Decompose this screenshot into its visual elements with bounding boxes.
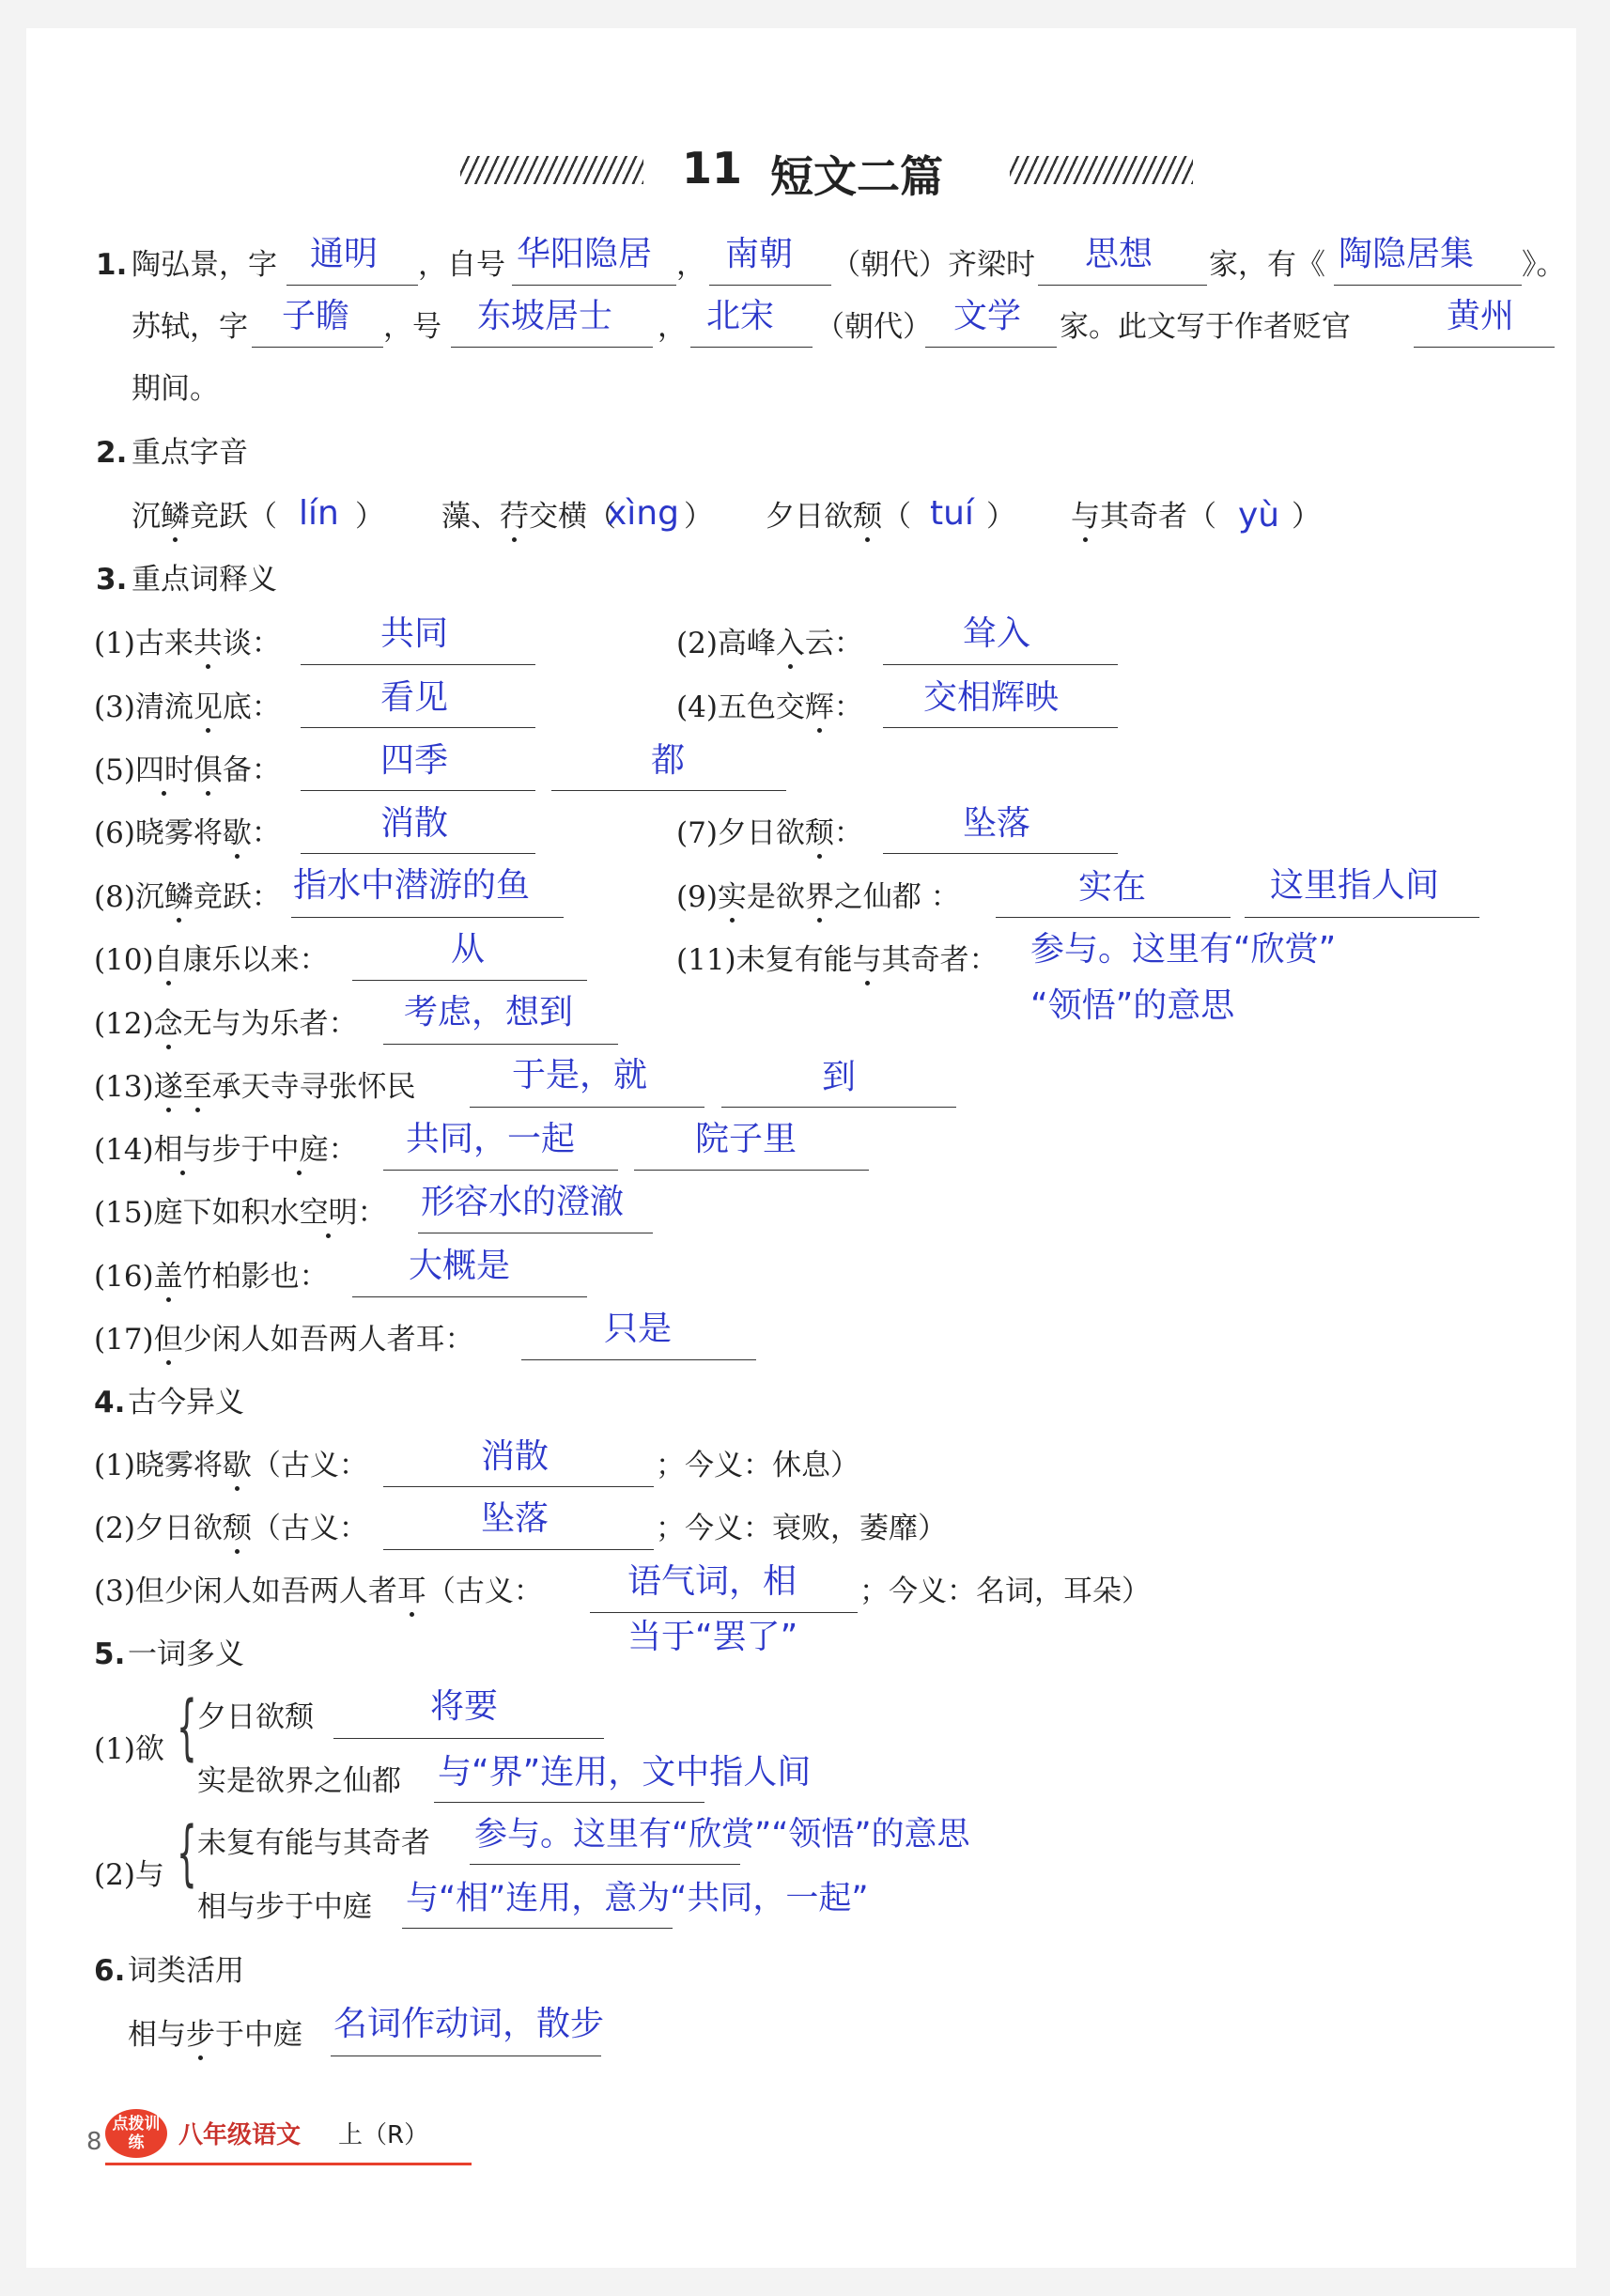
- def-answer: 到: [822, 1058, 857, 1096]
- def-item: (1)古来共谈：: [94, 627, 281, 660]
- def-item: (11)未复有能与其奇者：: [676, 943, 999, 977]
- q3-title: 重点词释义: [132, 563, 277, 597]
- q1-text: （朝代）齐梁时: [831, 248, 1035, 282]
- def-item: (6)晓雾将歇：: [94, 816, 281, 850]
- q1-blank-hao: [512, 285, 676, 286]
- def-answer: 考虑，想到: [404, 993, 574, 1032]
- def-answer: 参与。这里有“欣赏”: [1030, 930, 1337, 969]
- def-item: (3)清流见底：: [94, 690, 281, 724]
- pron-item: ）: [684, 500, 713, 534]
- pron-item: ）: [986, 500, 1015, 534]
- conversion-item: 相与步于中庭: [128, 2018, 302, 2052]
- q1-blank-dynasty: [709, 285, 831, 286]
- def-blank: [996, 917, 1231, 918]
- polysemy-blank: [402, 1928, 673, 1929]
- def-blank: [352, 1296, 587, 1297]
- meaning-blank: [383, 1549, 654, 1550]
- q4-title: 古今异义: [128, 1386, 244, 1419]
- polysemy-sentence: 相与步于中庭: [197, 1890, 372, 1924]
- meaning-blank: [590, 1612, 858, 1613]
- def-answer: 院子里: [695, 1120, 797, 1158]
- pron-item: 沉鳞竞跃（: [132, 500, 277, 534]
- footer-rule: [105, 2163, 472, 2165]
- answer-tao-hao: 华阳隐居: [517, 235, 653, 273]
- q1-text: ，自号: [418, 248, 505, 282]
- q5-title: 一词多义: [128, 1637, 244, 1671]
- brace-icon: {: [177, 1810, 197, 1894]
- answer-tao-zi: 通明: [310, 235, 379, 273]
- q3-number: 3.: [96, 563, 128, 597]
- def-blank: [301, 727, 535, 728]
- pron-item: ）: [1292, 500, 1321, 534]
- title-hatch-left: [460, 156, 643, 184]
- q1-text: 苏轼，字: [132, 310, 248, 344]
- conversion-answer: 名词作动词，散步: [333, 2005, 605, 2043]
- def-item: (16)盖竹柏影也：: [94, 1260, 329, 1294]
- polysemy-blank: [470, 1864, 740, 1865]
- def-blank: [634, 1170, 869, 1171]
- def-blank: [1245, 917, 1479, 918]
- q1-text: 》。: [1522, 248, 1566, 282]
- def-answer: 看见: [380, 678, 449, 717]
- polysemy-group-label: (1)欲: [94, 1732, 164, 1766]
- def-blank: [883, 727, 1118, 728]
- def-answer: 消散: [380, 804, 449, 843]
- grade-subject: 八年级语文: [178, 2121, 302, 2149]
- q2-number: 2.: [96, 436, 128, 470]
- def-item: (7)夕日欲颓：: [676, 816, 863, 850]
- answer-su-jia: 文学: [953, 297, 1022, 335]
- polysemy-answer: 与“相”连用，意为“共同，一起”: [406, 1880, 869, 1917]
- pron-item: 与其奇者（: [1071, 500, 1216, 534]
- q1-blank-su-dynasty: [690, 347, 813, 348]
- answer-su-zi: 子瞻: [282, 297, 350, 335]
- def-blank: [521, 1359, 756, 1360]
- meaning-item: ；今义：衰败，萎靡）: [656, 1512, 947, 1545]
- meaning-item: (1)晓雾将歇（古义：: [94, 1449, 368, 1482]
- q1-text: 家，有《: [1209, 248, 1325, 282]
- polysemy-answer: 参与。这里有“欣赏”“领悟”的意思: [474, 1816, 970, 1854]
- def-answer: 于是，就: [512, 1056, 648, 1094]
- def-item: (10)自康乐以来：: [94, 943, 329, 977]
- meaning-answer: 坠落: [481, 1499, 550, 1538]
- answer-tao-jia: 思想: [1085, 235, 1153, 273]
- meaning-item: (2)夕日欲颓（古义：: [94, 1512, 368, 1545]
- pron-item: ）: [355, 500, 384, 534]
- polysemy-blank: [333, 1738, 604, 1739]
- q1-blank-su-hao: [451, 347, 653, 348]
- title-hatch-right: [1010, 156, 1193, 184]
- meaning-answer: 当于“罢了”: [627, 1618, 798, 1656]
- def-answer: 都: [651, 741, 686, 780]
- def-answer: 指水中潜游的鱼: [293, 866, 531, 905]
- def-blank: [721, 1107, 956, 1108]
- q1-text: 家。此文写于作者贬官: [1060, 310, 1351, 344]
- def-answer: 坠落: [963, 804, 1031, 843]
- def-answer: 只是: [604, 1310, 673, 1348]
- def-answer: 交相辉映: [923, 678, 1060, 717]
- polysemy-blank: [434, 1802, 704, 1803]
- def-answer: 共同: [380, 614, 449, 653]
- answer-su-place: 黄州: [1447, 297, 1515, 335]
- q1-blank-zi: [286, 285, 418, 286]
- polysemy-answer: 与“界”连用，文中指人间: [438, 1753, 812, 1792]
- volume-label: 上（R）: [338, 2121, 429, 2149]
- meaning-item: (3)但少闲人如吾两人者耳（古义：: [94, 1575, 543, 1608]
- publisher-logo: 点拨训练: [105, 2109, 167, 2158]
- q1-text: 期间。: [132, 372, 219, 406]
- def-item: (15)庭下如积水空明：: [94, 1196, 387, 1230]
- polysemy-sentence: 实是欲界之仙都: [197, 1764, 401, 1798]
- q4-number: 4.: [94, 1386, 126, 1419]
- answer-su-dynasty: 北宋: [706, 297, 775, 335]
- polysemy-sentence: 夕日欲颓: [197, 1700, 314, 1734]
- q1-text: ，: [658, 310, 687, 344]
- polysemy-group-label: (2)与: [94, 1858, 164, 1892]
- polysemy-answer: 将要: [430, 1687, 499, 1726]
- def-blank: [551, 790, 786, 791]
- q1-blank-su-zi: [252, 347, 383, 348]
- def-answer: 耸入: [963, 614, 1031, 653]
- def-item: (12)念无与为乐者：: [94, 1007, 358, 1041]
- def-answer: 这里指人间: [1270, 866, 1440, 905]
- def-blank: [301, 664, 535, 665]
- brace-icon: {: [177, 1684, 197, 1768]
- pron-answer: tuí: [930, 494, 974, 533]
- def-answer: 共同，一起: [406, 1120, 576, 1158]
- q1-text: ，: [676, 248, 705, 282]
- polysemy-sentence: 未复有能与其奇者: [197, 1826, 430, 1860]
- pron-item: 夕日欲颓（: [766, 500, 911, 534]
- def-item: (8)沉鳞竞跃：: [94, 880, 281, 914]
- def-blank: [883, 664, 1118, 665]
- pron-answer: lín: [299, 494, 339, 533]
- meaning-item: ；今义：休息）: [656, 1449, 859, 1482]
- def-answer: 大概是: [409, 1247, 511, 1285]
- answer-tao-book: 陶隐居集: [1339, 235, 1475, 273]
- meaning-answer: 语气词，相: [627, 1562, 797, 1601]
- def-blank: [352, 980, 587, 981]
- def-item: (5)四时俱备：: [94, 753, 281, 787]
- def-item: (9)实是欲界之仙都 ：: [676, 880, 960, 914]
- q1-blank-place: [1414, 347, 1555, 348]
- q1-number: 1.: [96, 248, 128, 282]
- pron-answer: yù: [1238, 496, 1280, 535]
- def-answer: 从: [451, 930, 486, 969]
- def-answer: 实在: [1078, 868, 1147, 907]
- q1-blank-jia: [1038, 285, 1207, 286]
- def-blank: [383, 1170, 618, 1171]
- def-item: (2)高峰入云：: [676, 627, 863, 660]
- def-answer: 形容水的澄澈: [421, 1183, 625, 1221]
- meaning-blank: [383, 1486, 654, 1487]
- def-blank: [301, 853, 535, 854]
- page-number: 8: [86, 2128, 102, 2156]
- def-blank: [383, 1044, 618, 1045]
- q5-number: 5.: [94, 1637, 126, 1671]
- lesson-number: 11: [682, 143, 743, 194]
- q6-number: 6.: [94, 1954, 126, 1988]
- def-blank: [470, 1107, 704, 1108]
- q1-text: ，号: [383, 310, 441, 344]
- meaning-item: ；今义：名词，耳朵）: [859, 1575, 1151, 1608]
- def-blank: [291, 917, 564, 918]
- def-item: (13)遂至承天寺寻张怀民: [94, 1070, 416, 1104]
- def-item: (17)但少闲人如吾两人者耳：: [94, 1323, 474, 1357]
- q6-title: 词类活用: [128, 1954, 244, 1988]
- answer-tao-dynasty: 南朝: [725, 235, 794, 273]
- def-item: (4)五色交辉：: [676, 690, 863, 724]
- def-blank: [301, 790, 535, 791]
- q1-blank-book: [1334, 285, 1522, 286]
- lesson-title: 短文二篇: [770, 151, 943, 202]
- def-answer: “领悟”的意思: [1030, 986, 1235, 1025]
- pron-answer: xìng: [607, 494, 679, 533]
- meaning-answer: 消散: [481, 1437, 550, 1476]
- def-item: (14)相与步于中庭：: [94, 1133, 358, 1167]
- answer-su-hao: 东坡居士: [477, 297, 613, 335]
- q1-text: 陶弘景，字: [132, 248, 277, 282]
- def-blank: [883, 853, 1118, 854]
- def-answer: 四季: [380, 741, 449, 780]
- q1-blank-su-jia: [925, 347, 1057, 348]
- q1-text: （朝代）: [815, 310, 932, 344]
- q2-title: 重点字音: [132, 436, 248, 470]
- pron-item: 藻、荇交横（: [441, 500, 616, 534]
